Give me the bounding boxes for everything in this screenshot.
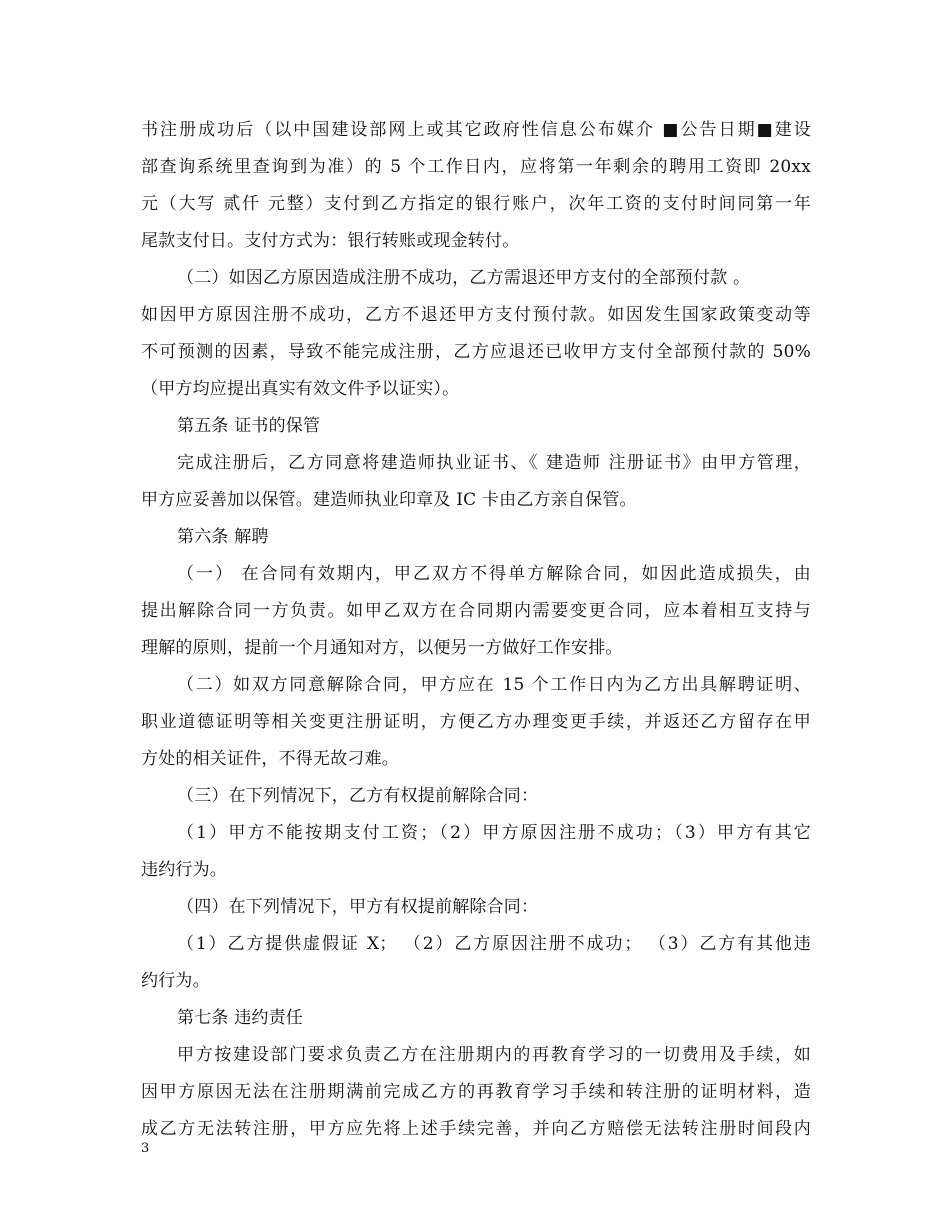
page-number: 3	[141, 1141, 150, 1156]
section-heading-article-7: 第七条 违约责任	[177, 1008, 304, 1028]
paragraph-start-line: （1）甲方不能按期支付工资；（2）甲方原因注册不成功；（3）甲方有其它	[177, 823, 811, 843]
paragraph-start-line: （一） 在合同有效期内，甲乙双方不得单方解除合同，如因此造成损失，由	[177, 564, 811, 584]
paragraph-start-line: 完成注册后，乙方同意将建造师执业证书、《 建造师 注册证书》由甲方管理，	[177, 453, 811, 473]
paragraph-start-line: （二）如双方同意解除合同，甲方应在 15 个工作日内为乙方出具解聘证明、	[177, 675, 811, 695]
section-heading-article-5: 第五条 证书的保管	[177, 416, 321, 436]
paragraph-start-line: （1）乙方提供虚假证 X； （2）乙方原因注册不成功； （3）乙方有其他违	[177, 934, 811, 954]
text-line: 如因甲方原因注册不成功，乙方不退还甲方支付预付款。如因发生国家政策变动等	[141, 305, 811, 325]
paragraph-start-line: 甲方按建设部门要求负责乙方在注册期内的再教育学习的一切费用及手续，如	[177, 1045, 811, 1065]
text-line: 违约行为。	[141, 860, 227, 880]
text-line: 部查询系统里查询到为准）的 5 个工作日内，应将第一年剩余的聘用工资即 20xx	[141, 157, 811, 177]
text-line: 理解的原则，提前一个月通知对方，以便另一方做好工作安排。	[141, 638, 623, 658]
text-line: 职业道德证明等相关变更注册证明，方便乙方办理变更手续，并返还乙方留存在甲	[141, 712, 811, 732]
text-line: 因甲方原因无法在注册期满前完成乙方的再教育学习手续和转注册的证明材料，造	[141, 1082, 811, 1102]
text-line: （甲方均应提出真实有效文件予以证实）。	[141, 379, 460, 399]
text-line: 尾款支付日。支付方式为：银行转账或现金转付。	[141, 231, 520, 251]
paragraph-start-line: （三）在下列情况下，乙方有权提前解除合同：	[177, 786, 539, 806]
document-body	[141, 112, 811, 1148]
text-line: 成乙方无法转注册，甲方应先将上述手续完善，并向乙方赔偿无法转注册时间段内	[141, 1119, 811, 1139]
paragraph-start-line: （四）在下列情况下，甲方有权提前解除合同：	[177, 897, 539, 917]
paragraph-start-line: （二）如因乙方原因造成注册不成功，乙方需退还甲方支付的全部预付款 。	[177, 268, 751, 288]
section-heading-article-6: 第六条 解聘	[177, 527, 269, 547]
text-line: 甲方应妥善加以保管。建造师执业印章及 IC 卡由乙方亲自保管。	[141, 490, 637, 510]
text-line: 方处的相关证件，不得无故刁难。	[141, 749, 399, 769]
text-line: 元（大写 贰仟 元整）支付到乙方指定的银行账户，次年工资的支付时间同第一年	[141, 194, 811, 214]
text-line: 书注册成功后（以中国建设部网上或其它政府性信息公布媒介 ■公告日期■建设	[141, 120, 811, 140]
text-line: 约行为。	[141, 971, 210, 991]
text-line: 不可预测的因素，导致不能完成注册，乙方应退还已收甲方支付全部预付款的 50%	[141, 342, 811, 362]
text-line: 提出解除合同一方负责。如甲乙双方在合同期内需要变更合同，应本着相互支持与	[141, 601, 811, 621]
